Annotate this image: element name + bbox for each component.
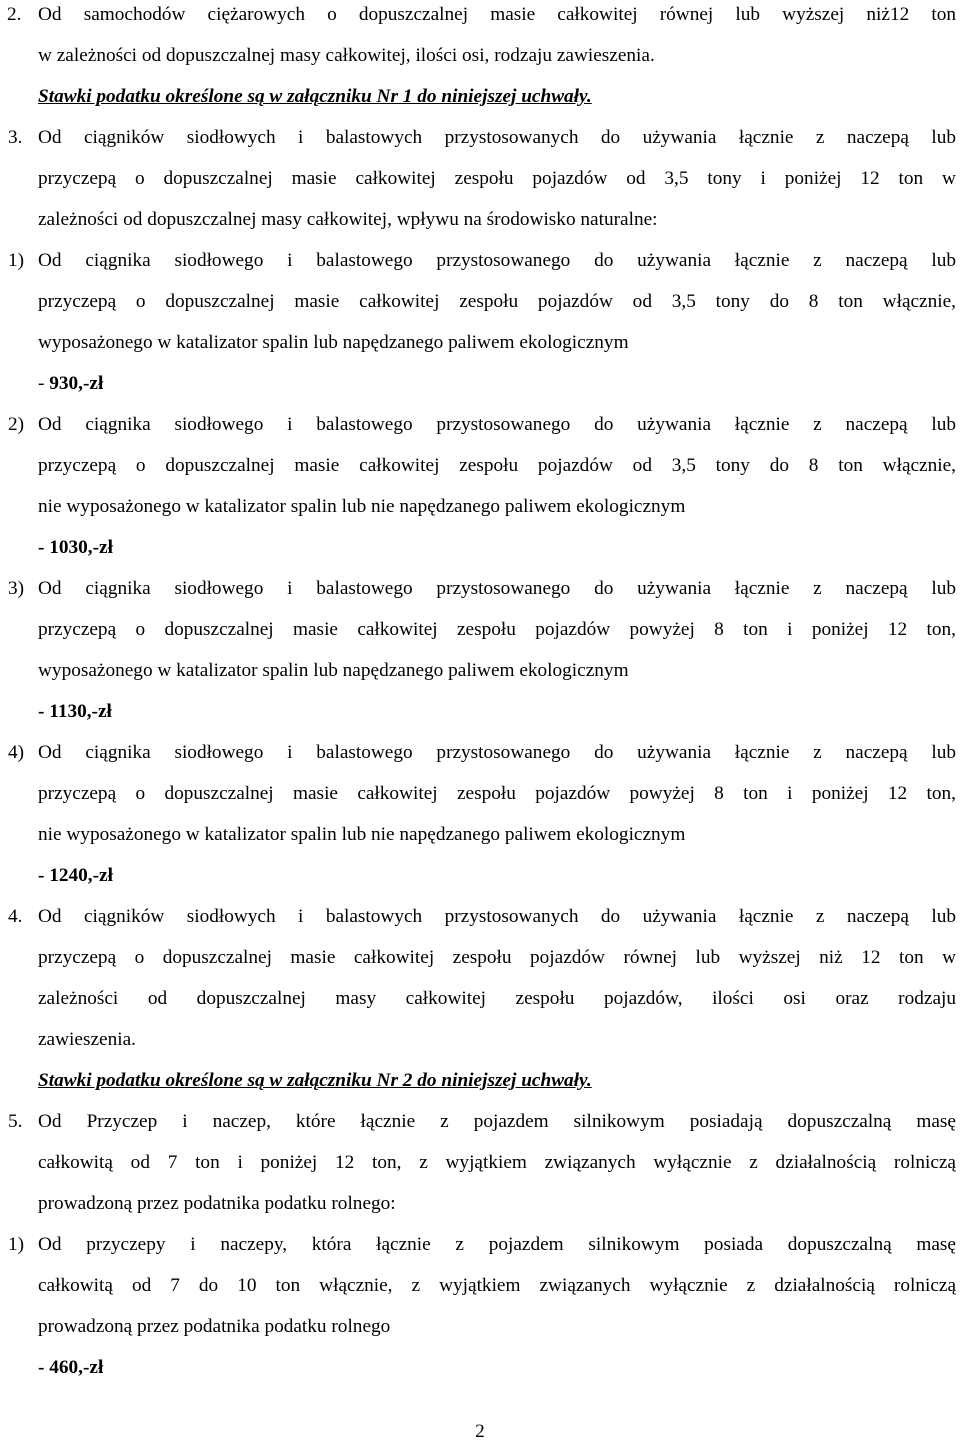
section-3-line-3: zależności od dopuszczalnej masy całkowitej, wpływu na środowisko naturalne: <box>38 209 658 230</box>
section-3-item-2-amount: - 1030,-zł <box>38 537 113 558</box>
section-3-item-2-number: 2) <box>8 414 25 435</box>
amount-dash: - <box>38 373 50 394</box>
section-3-item-2-line-3: nie wyposażonego w katalizator spalin lub nie napędzanego paliwem ekologicznym <box>38 496 686 517</box>
section-3-item-1-line-2: przyczepą o dopuszczalnej masie całkowitej zespołu pojazdów od 3,5 tony do 8 ton włącznie, <box>38 291 956 312</box>
section-3-item-1-amount: 930,-zł <box>49 373 104 394</box>
section-3-item-1-line-3: wyposażonego w katalizator spalin lub napędzanego paliwem ekologicznym <box>38 332 629 353</box>
section-3-number: 3. <box>8 127 23 148</box>
section-4-line-2: przyczepą o dopuszczalnej masie całkowitej zespołu pojazdów równej lub wyższej niż 12 ton w <box>38 947 956 968</box>
section-5-item-1-line-2: całkowitą od 7 do 10 ton włącznie, z wyjątkiem związanych wyłącznie z działalnością rolniczą <box>38 1275 956 1296</box>
section-3-item-1-number: 1) <box>8 250 25 271</box>
section-3-item-4-number: 4) <box>8 742 25 763</box>
section-3-line-1: Od ciągników siodłowych i balastowych przystosowanych do używania łącznie z naczepą lub <box>38 127 956 148</box>
section-2-rates-note: Stawki podatku określone są w załączniku Nr 1 do niniejszej uchwały. <box>38 86 592 107</box>
page-number: 2 <box>475 1421 485 1442</box>
section-2-line-2: w zależności od dopuszczalnej masy całkowitej, ilości osi, rodzaju zawieszenia. <box>38 45 655 66</box>
section-3-item-4-line-2: przyczepą o dopuszczalnej masie całkowitej zespołu pojazdów powyżej 8 ton i poniżej 12 ton, <box>38 783 956 804</box>
section-5-line-2: całkowitą od 7 ton i poniżej 12 ton, z wyjątkiem związanych wyłącznie z działalnością rolniczą <box>38 1152 956 1173</box>
section-4-number: 4. <box>8 906 23 927</box>
section-5-item-1-line-3: prowadzoną przez podatnika podatku rolnego <box>38 1316 391 1337</box>
section-3-item-4-line-3: nie wyposażonego w katalizator spalin lub nie napędzanego paliwem ekologicznym <box>38 824 686 845</box>
section-3-item-1-amount-row <box>38 372 956 396</box>
section-2-number: 2. <box>7 4 22 25</box>
section-5-line-1: Od Przyczep i naczep, które łącznie z pojazdem silnikowym posiadają dopuszczalną masę <box>38 1111 956 1132</box>
section-4-rates-note: Stawki podatku określone są w załączniku Nr 2 do niniejszej uchwały. <box>38 1070 592 1091</box>
section-4-line-3: zależności od dopuszczalnej masy całkowitej zespołu pojazdów, ilości osi oraz rodzaju <box>38 988 956 1009</box>
section-5-item-1-number: 1) <box>8 1234 25 1255</box>
section-2-line-1: Od samochodów ciężarowych o dopuszczalnej masie całkowitej równej lub wyższej niż12 ton <box>38 4 956 25</box>
section-3-item-3-line-2: przyczepą o dopuszczalnej masie całkowitej zespołu pojazdów powyżej 8 ton i poniżej 12 ton, <box>38 619 956 640</box>
section-5-number: 5. <box>8 1111 23 1132</box>
section-5-item-1-line-1: Od przyczepy i naczepy, która łącznie z pojazdem silnikowym posiada dopuszczalną masę <box>38 1234 956 1255</box>
section-3-item-4-amount: - 1240,-zł <box>38 865 113 886</box>
section-3-item-3-number: 3) <box>8 578 25 599</box>
section-3-item-2-line-1: Od ciągnika siodłowego i balastowego przystosowanego do używania łącznie z naczepą lub <box>38 414 956 435</box>
section-4-line-4: zawieszenia. <box>38 1029 136 1050</box>
section-3-item-3-line-1: Od ciągnika siodłowego i balastowego przystosowanego do używania łącznie z naczepą lub <box>38 578 956 599</box>
section-5-item-1-amount: - 460,-zł <box>38 1357 104 1378</box>
section-3-line-2: przyczepą o dopuszczalnej masie całkowitej zespołu pojazdów od 3,5 tony i poniżej 12 ton w <box>38 168 956 189</box>
section-4-line-1: Od ciągników siodłowych i balastowych przystosowanych do używania łącznie z naczepą lub <box>38 906 956 927</box>
section-3-item-3-line-3: wyposażonego w katalizator spalin lub napędzanego paliwem ekologicznym <box>38 660 629 681</box>
section-3-item-4-line-1: Od ciągnika siodłowego i balastowego przystosowanego do używania łącznie z naczepą lub <box>38 742 956 763</box>
section-5-line-3: prowadzoną przez podatnika podatku rolnego: <box>38 1193 396 1214</box>
section-3-item-3-amount: - 1130,-zł <box>38 701 112 722</box>
section-3-item-1-line-1: Od ciągnika siodłowego i balastowego przystosowanego do używania łącznie z naczepą lub <box>38 250 956 271</box>
section-3-item-2-line-2: przyczepą o dopuszczalnej masie całkowitej zespołu pojazdów od 3,5 tony do 8 ton włącznie, <box>38 455 956 476</box>
